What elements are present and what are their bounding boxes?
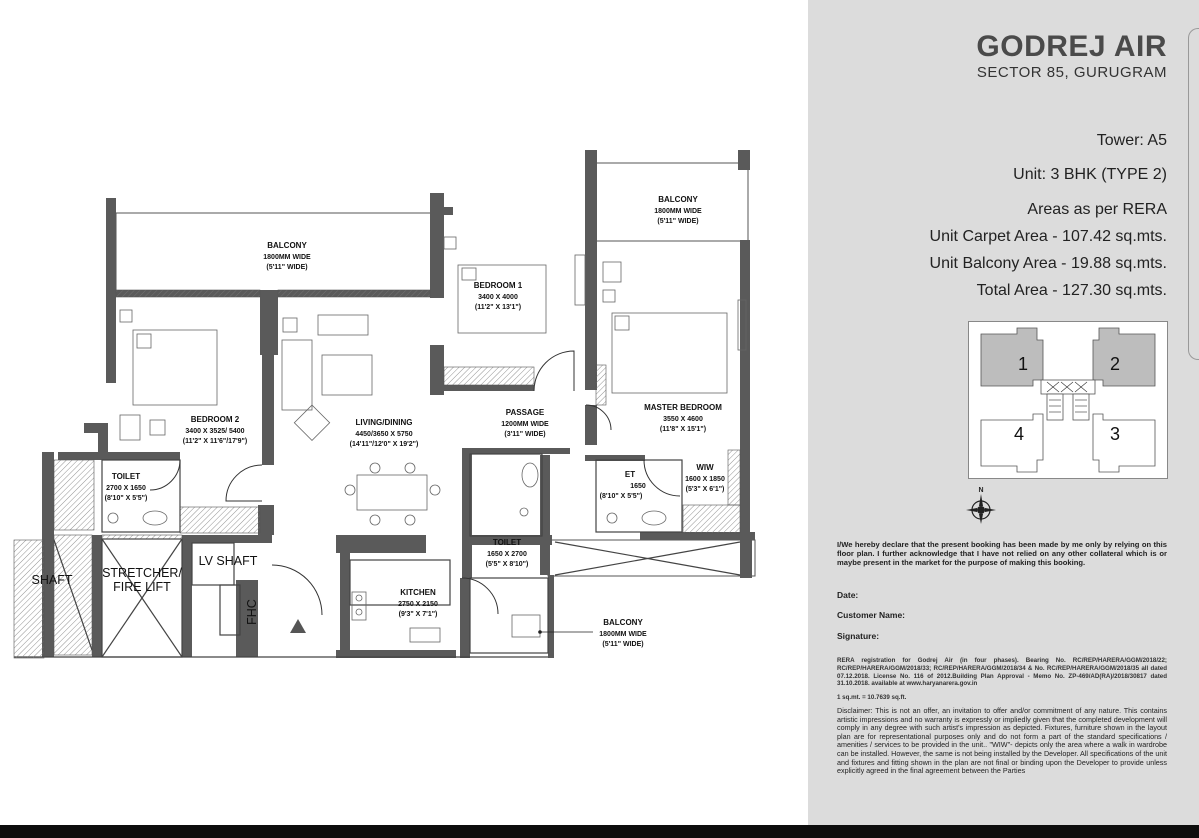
carpet-area: Unit Carpet Area - 107.42 sq.mts.: [929, 228, 1167, 245]
disclaimer-text: Disclaimer: This is not an offer, an invitation to offer and/or commitment of any nature. This contains artistic impressions and no warranty is expressly or impliedly given that the completed development will comply in any degree with such artist's impression as depicted. Fixtures, furniture shown in the layout plan are for representational purposes only and do not form a part of the standard specifications / amenities / services to be provided in the unit.. "WIW"- depicts only the area where a walk in wardrobe can be installed. However, the same is not being installed by the Developer. All specifications of the unit and fixtures and fitting shown in the plan are not final or binding upon the Developer to provide unless explicitly agreed in the final agreement between the Parties: [837, 706, 1167, 776]
signature-label: Signature:: [837, 631, 880, 641]
wiw-l2: (5'3" X 6'1"): [685, 486, 725, 493]
toilet-mid-l2: (5'5" X 8'10"): [485, 561, 529, 568]
date-field-label: Date:: [837, 590, 859, 600]
keyplan-label-3: 3: [1109, 424, 1121, 444]
compass-north-label: N: [978, 487, 984, 494]
toilet-master-l2: (8'10" X 5'5"): [599, 493, 643, 500]
passage-name: PASSAGE: [505, 408, 545, 417]
balcony-top-l1: 1800MM WIDE: [263, 254, 311, 261]
living-name: LIVING/DINING: [355, 418, 413, 427]
toilet-master-l1: 1650: [630, 483, 646, 490]
stretcher-label-2: FIRE LIFT: [113, 580, 171, 594]
info-sidebar: [808, 0, 1199, 825]
customer-name-label: Customer Name:: [837, 610, 906, 620]
balcony-tr-l2: (5'11" WIDE): [657, 218, 699, 225]
declaration-text: I/We hereby declare that the present booking has been made by me only by relying on this floor plan. I further acknowledge that I have not relied on any other collateral which is or maybe present in the market for the purpose of making this booking.: [837, 540, 1167, 568]
keyplan-label-4: 4: [1013, 424, 1025, 444]
brand-title: GODREJ AIR: [976, 30, 1167, 63]
master-l2: (11'8" X 15'1"): [659, 426, 707, 433]
lv-shaft-label: LV SHAFT: [198, 554, 258, 568]
bedroom2-l2: (11'2" X 11'6"/17'9"): [182, 438, 248, 445]
balcony-top-l2: (5'11" WIDE): [266, 264, 308, 271]
kitchen-l2: (9'3" X 7'1"): [398, 611, 438, 618]
total-area: Total Area - 127.30 sq.mts.: [976, 282, 1167, 299]
bedroom2-name: BEDROOM 2: [190, 415, 240, 424]
toilet-mid-name: TOILET: [492, 538, 522, 547]
balcony-area: Unit Balcony Area - 19.88 sq.mts.: [929, 255, 1167, 272]
shaft-label: SHAFT: [31, 573, 73, 587]
wiw-name: WIW: [696, 463, 714, 472]
keyplan-label-2: 2: [1109, 354, 1121, 374]
balcony-tr-l1: 1800MM WIDE: [654, 208, 702, 215]
rera-registration-text: RERA registration for Godrej Air (in four phases). Bearing No. RC/REP/HARERA/GGM/2018/22; RC/REP/HARERA/GGM/2018/33; RC/REP/HARERA/GGM/2018/34 & No. RC/REP/HARERA/GGM/2018/35 all dated 07.12.2018. License No. 116 of 2012.Building Plan Approval - Memo No. ZP-469/AD(RA)/2018/30817 dated 31.10.2018. available at www.haryanarera.gov.in: [837, 657, 1167, 688]
bedroom1-l1: 3400 X 4000: [478, 294, 518, 301]
tower-label: Tower: A5: [1096, 132, 1167, 149]
toilet-master-name: ET: [624, 470, 636, 479]
location-subtitle: SECTOR 85, GURUGRAM: [976, 64, 1167, 81]
toilet-left-name: TOILET: [111, 472, 141, 481]
passage-l2: (3'11" WIDE): [504, 431, 546, 438]
toilet-left-l1: 2700 X 1650: [106, 485, 146, 492]
balcony-bottom-l2: (5'11" WIDE): [602, 641, 644, 648]
bedroom1-l2: (11'2" X 13'1"): [474, 304, 522, 311]
toilet-mid-l1: 1650 X 2700: [487, 551, 527, 558]
entry-marker: [290, 619, 306, 633]
master-name: MASTER BEDROOM: [644, 403, 722, 412]
balcony-bottom-l1: 1800MM WIDE: [599, 631, 647, 638]
balcony-top-name: BALCONY: [267, 241, 307, 250]
wiw-l1: 1600 X 1850: [685, 476, 725, 483]
kitchen-name: KITCHEN: [400, 588, 436, 597]
bedroom2-l1: 3400 X 3525/ 5400: [185, 428, 245, 435]
kitchen-l1: 2750 X 2150: [398, 601, 438, 608]
toilet-left-l2: (8'10" X 5'5"): [104, 495, 148, 502]
balcony-bottom-name: BALCONY: [603, 618, 643, 627]
master-l1: 3550 X 4600: [663, 416, 703, 423]
unit-label: Unit: 3 BHK (TYPE 2): [1013, 166, 1167, 183]
bottom-border: [0, 825, 1199, 838]
compass-icon: [966, 484, 996, 524]
unit-conversion: 1 sq.mt. = 10.7639 sq.ft.: [837, 694, 907, 701]
living-l1: 4450/3650 X 5750: [355, 431, 413, 438]
keyplan-label-1: 1: [1017, 354, 1029, 374]
passage-l1: 1200MM WIDE: [501, 421, 549, 428]
balcony-tr-name: BALCONY: [658, 195, 698, 204]
living-l2: (14'11"/12'0" X 19'2"): [349, 441, 419, 448]
stretcher-label-1: STRETCHER/: [102, 566, 182, 580]
key-plan: [968, 321, 1168, 479]
fhc-label: FHC: [245, 599, 259, 625]
areas-heading: Areas as per RERA: [1027, 201, 1167, 218]
page-edge: [1188, 28, 1199, 360]
hatched-areas: [54, 290, 740, 655]
bedroom1-name: BEDROOM 1: [473, 281, 523, 290]
